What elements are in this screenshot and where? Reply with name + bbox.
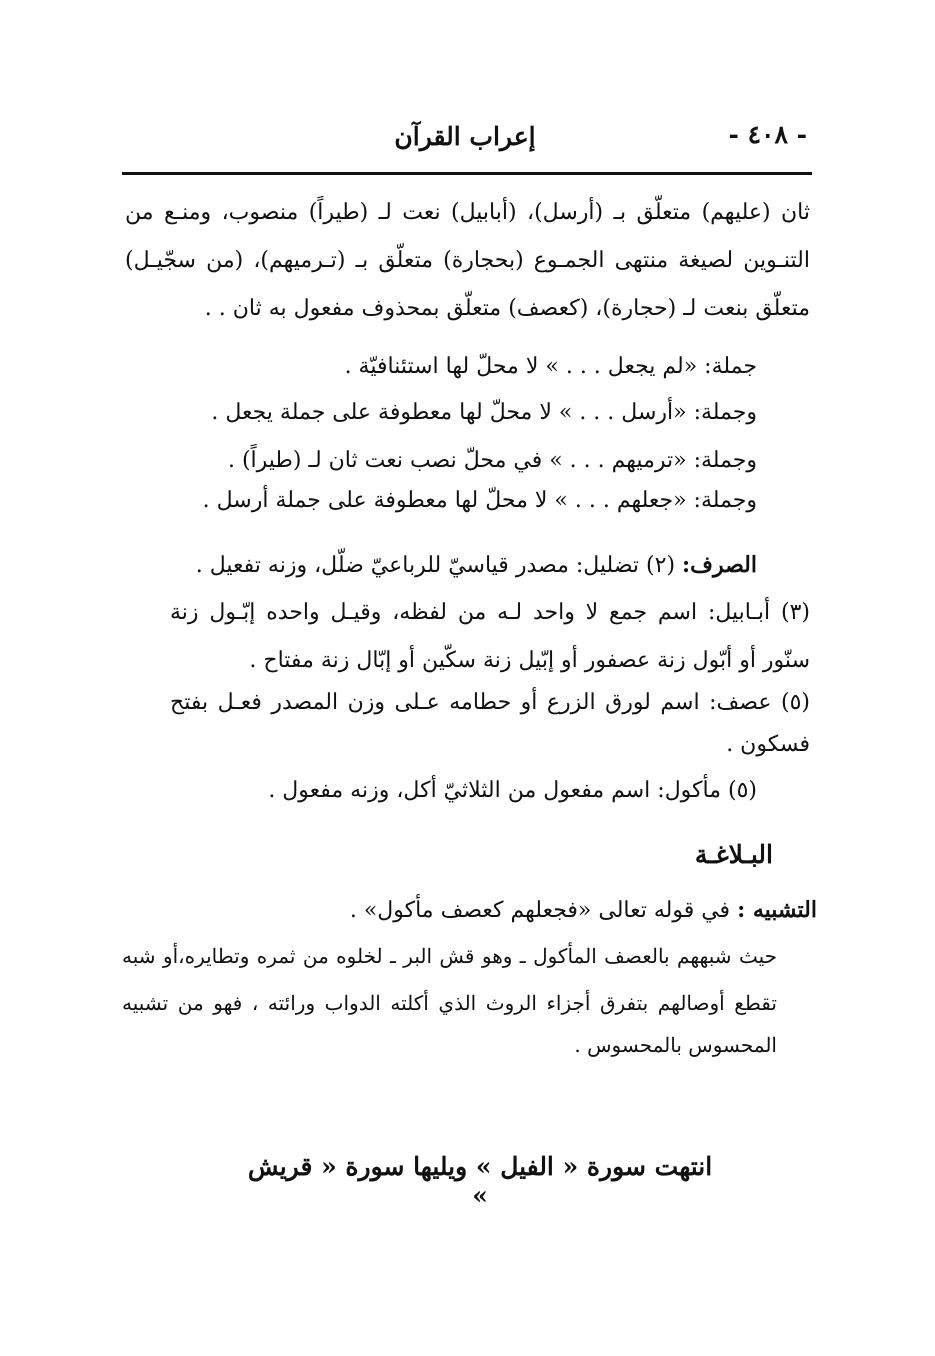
sarf-line-4: (٥) عصف: اسم لورق الزرع أو حطامه عـلى وزن المصدر فعـل بفتح bbox=[170, 690, 810, 715]
sentence-line-4: وجملة: «جعلهم . . . » لا محلّ لها معطوفة على جملة أرسل . bbox=[202, 488, 757, 513]
balagha-line-2: تقطع أوصالهم بتفرق أجزاء الروث الذي أكلته الدواب ورائته ، فهو من تشبيه bbox=[122, 991, 777, 1015]
irab-line-1: ثان (عليهم) متعلّق بـ (أرسل)، (أبابيل) نعت لـ (طيراً) منصوب، ومنـع من bbox=[125, 200, 810, 225]
sarf-line-3: سنّور أو أبّول زنة عصفور أو إبّيل زنة سكّين أو إبّال زنة مفتاح . bbox=[249, 648, 810, 673]
irab-line-2: التنـوين لصيغة منتهى الجمـوع (بحجارة) متعلّق بـ (تـرميهم)، (من سجّيـل) bbox=[125, 248, 810, 273]
sarf-label: الصرف: bbox=[682, 552, 757, 578]
tashbih-text: في قوله تعالى «فجعلهم كعصف مأكول» . bbox=[349, 898, 738, 923]
sentence-line-3: وجملة: «ترميهم . . . » في محلّ نصب نعت ثان لـ (طيراً) . bbox=[227, 448, 757, 473]
sarf-line-5: فسكون . bbox=[726, 732, 810, 757]
running-header-title: إعراب القرآن bbox=[394, 122, 536, 151]
page-number: - ٤٠٨ - bbox=[728, 120, 807, 149]
surah-end-note: انتهت سورة « الفيل » ويليها سورة « قريش » bbox=[247, 1152, 713, 1210]
balagha-line-1: حيث شبههم بالعصف المأكول ـ وهو قش البر ـ لخلوه من ثمره وتطايره،أو شبه bbox=[122, 944, 777, 968]
irab-line-3: متعلّق بنعت لـ (حجارة)، (كعصف) متعلّق بمحذوف مفعول به ثان . . bbox=[204, 296, 810, 321]
sentence-line-1: جملة: «لم يجعل . . . » لا محلّ لها استئنافيّة . bbox=[344, 354, 757, 379]
sentence-line-2: وجملة: «أرسل . . . » لا محلّ لها معطوفة على جملة يجعل . bbox=[211, 400, 757, 425]
sarf-line-1 bbox=[196, 550, 757, 581]
sarf-line-2: (٣) أبـابيل: اسم جمع لا واحد لـه من لفظه، وقيـل واحده إبّـول زنة bbox=[170, 600, 810, 625]
tashbih-label: التشبيه : bbox=[737, 897, 817, 923]
sarf-line-6: (٥) مأكول: اسم مفعول من الثلاثيّ أكل، وزنه مفعول . bbox=[268, 778, 757, 803]
balagha-heading: البـلاغـة bbox=[694, 840, 773, 869]
balagha-line-3: المحسوس بالمحسوس . bbox=[574, 1033, 777, 1057]
sarf-tadlil: (٢) تضليل: مصدر قياسيّ للرباعيّ ضلّل، وزنه تفعيل . bbox=[195, 553, 683, 578]
tashbih-line bbox=[350, 895, 817, 926]
header-rule bbox=[122, 172, 812, 175]
